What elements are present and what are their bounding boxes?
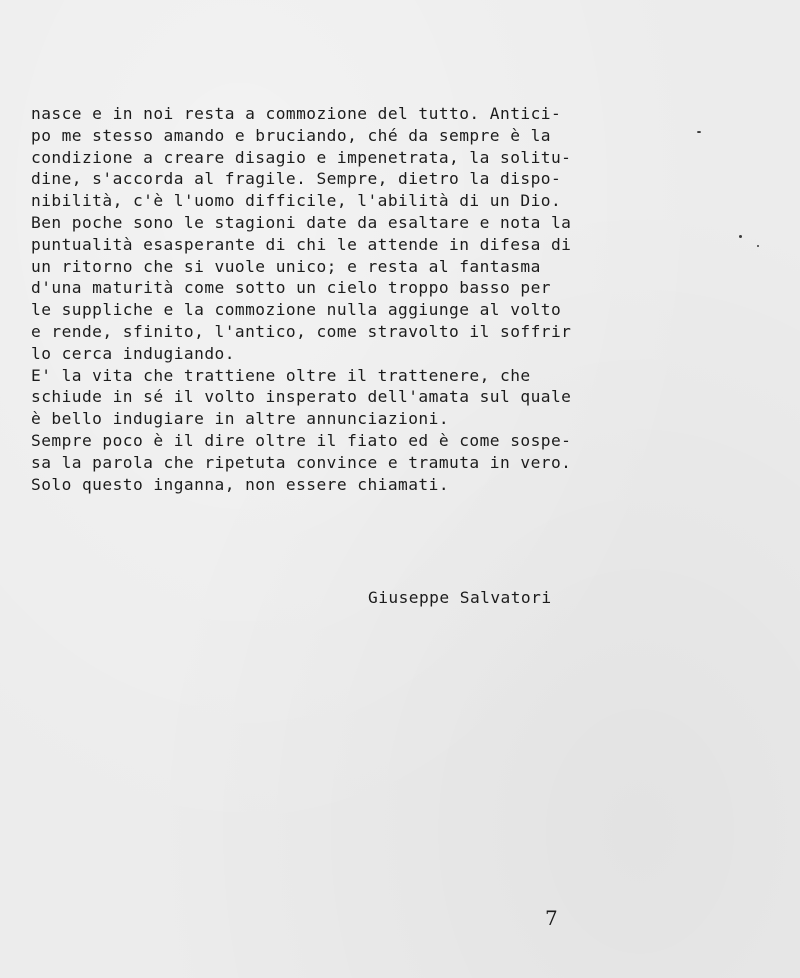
text-line: nibilità, c'è l'uomo difficile, l'abilità di un Dio. <box>31 191 562 211</box>
text-line: Ben poche sono le stagioni date da esaltare e nota la <box>31 212 572 232</box>
text-line: d'una maturità come sotto un cielo troppo basso per <box>31 278 551 298</box>
text-line: puntualità esasperante di chi le attende in difesa di <box>31 234 572 254</box>
text-line: un ritorno che si vuole unico; e resta al fantasma <box>31 256 541 276</box>
text-line: po me stesso amando e bruciando, ché da sempre è la <box>31 125 551 145</box>
poem-text <box>31 103 641 495</box>
page-number: 7 <box>545 906 558 930</box>
text-line: lo cerca indugiando. <box>31 343 235 363</box>
text-line: condizione a creare disagio e impenetrata, la solitu- <box>31 147 572 167</box>
text-line: dine, s'accorda al fragile. Sempre, dietro la dispo- <box>31 169 562 189</box>
text-line: Sempre poco è il dire oltre il fiato ed è come sospe- <box>31 430 572 450</box>
text-line: nasce e in noi resta a commozione del tutto. Antici- <box>31 104 562 123</box>
paper-speck <box>757 245 759 247</box>
paper-speck <box>697 131 701 133</box>
paper-speck <box>739 235 742 238</box>
text-line: le suppliche e la commozione nulla aggiunge al volto <box>31 300 562 320</box>
text-line: è bello indugiare in altre annunciazioni. <box>31 409 450 429</box>
text-line: sa la parola che ripetuta convince e tramuta in vero. <box>31 452 572 472</box>
text-line: Solo questo inganna, non essere chiamati. <box>31 474 450 494</box>
author-signature: Giuseppe Salvatori <box>368 588 552 607</box>
text-line: E' la vita che trattiene oltre il trattenere, che <box>31 365 531 385</box>
text-line: e rende, sfinito, l'antico, come stravolto il soffrir <box>31 321 572 341</box>
text-line: schiude in sé il volto insperato dell'amata sul quale <box>31 387 572 407</box>
